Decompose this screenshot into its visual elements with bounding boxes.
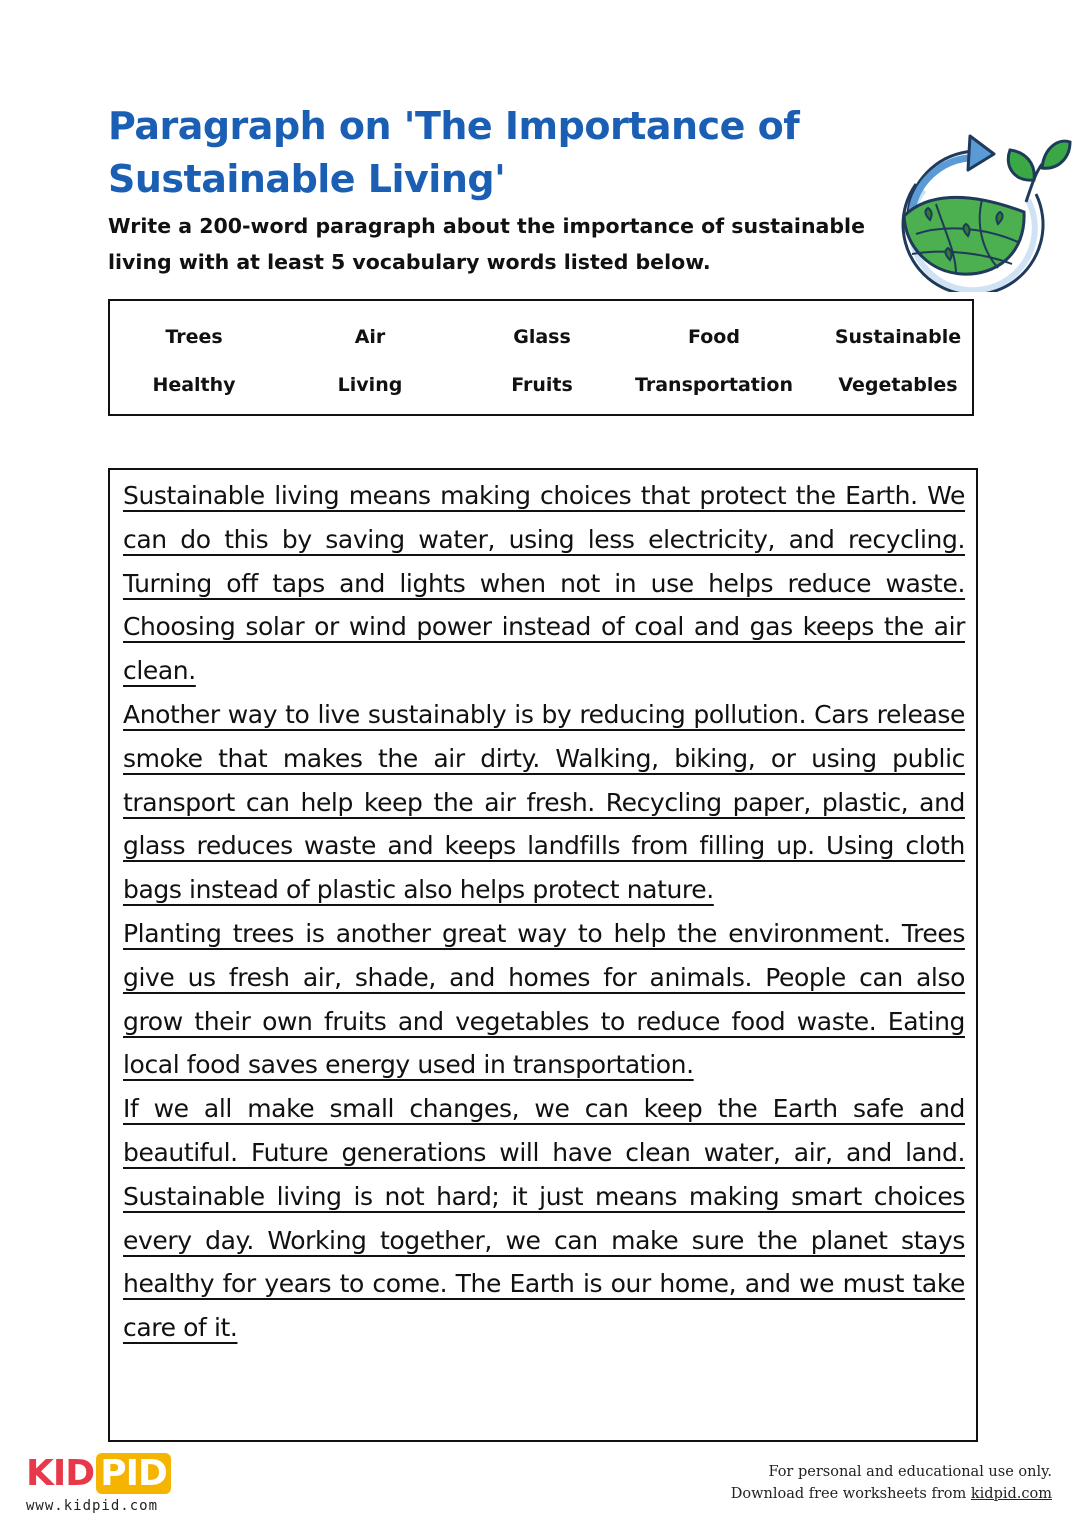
essay-paragraph: If we all make small changes, we can keep the Earth safe and beautiful. Future generations will have clean water, air, and land. Sustainable living is not hard; it just means making smart choices every day. Working together, we can make sure the planet stays healthy for years to come. The Earth is our home, and we must take care of it. (123, 1094, 965, 1343)
vocab-word: Fruits (511, 374, 573, 396)
vocab-word: Trees (165, 326, 223, 348)
logo-kid: KID (26, 1453, 95, 1494)
vocab-word: Sustainable (834, 326, 962, 348)
vocabulary-grid (130, 315, 970, 411)
logo-url: www.kidpid.com (26, 1498, 159, 1514)
vocab-word: Vegetables (838, 374, 958, 396)
footer-usage-note: For personal and educational use only. (768, 1464, 1052, 1480)
essay-box (108, 468, 978, 1442)
vocab-word: Living (337, 374, 403, 396)
earth-recycle-icon (886, 124, 1072, 292)
footer-note (731, 1461, 1052, 1505)
logo-pid: PID (96, 1453, 171, 1494)
vocab-word: Glass (513, 326, 571, 348)
kidpid-logo[interactable] (26, 1454, 171, 1514)
page-title: Paragraph on 'The Importance of Sustainable Living' (108, 104, 800, 201)
vocab-word: Transportation (634, 374, 793, 396)
vocab-word: Healthy (152, 374, 236, 396)
essay-paragraph: Another way to live sustainably is by reducing pollution. Cars release smoke that makes the air dirty. Walking, biking, or using public transport can help keep the air fresh. Recycling paper, plastic, and glass reduces waste and keeps landfills from filling up. Using cloth bags instead of plastic also helps protect nature. (123, 699, 965, 905)
vocab-word: Air (354, 326, 386, 348)
footer-download-note (731, 1483, 1052, 1505)
essay-text (123, 474, 965, 1350)
vocabulary-box (108, 299, 974, 416)
essay-paragraph: Planting trees is another great way to help the environment. Trees give us fresh air, shade, and homes for animals. People can also grow their own fruits and vegetables to reduce food waste. Eating local food saves energy used in transportation. (123, 918, 965, 1080)
essay-paragraph: Sustainable living means making choices that protect the Earth. We can do this by saving water, using less electricity, and recycling. Turning off taps and lights when not in use helps reduce waste. Choosing solar or wind power instead of coal and gas keeps the air clean. (123, 481, 965, 686)
vocab-word: Food (688, 326, 740, 348)
footer-link[interactable]: kidpid.com (970, 1486, 1052, 1502)
footer-download-prefix: Download free worksheets from (730, 1486, 971, 1502)
instructions: Write a 200-word paragraph about the importance of sustainable living with at least 5 vocabulary words listed below. (108, 214, 865, 274)
logo-wordmark (26, 1454, 171, 1494)
